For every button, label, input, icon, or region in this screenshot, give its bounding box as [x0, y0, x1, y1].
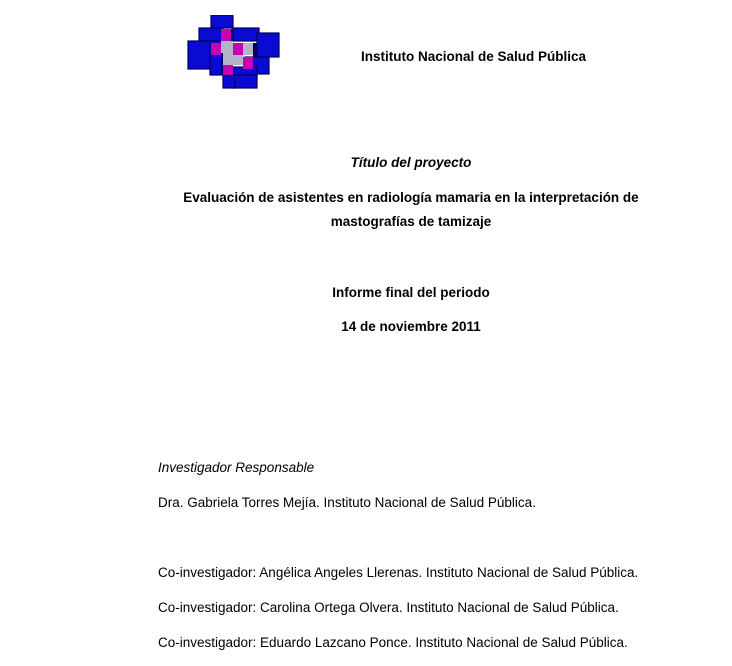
report-type: Informe final del periodo	[332, 285, 490, 300]
project-title-line-2: mastografías de tamizaje	[330, 214, 492, 229]
co-investigator-1: Co-investigador: Angélica Angeles Llerenas. Instituto Nacional de Salud Pública.	[158, 565, 639, 580]
co-investigator-2: Co-investigador: Carolina Ortega Olvera. Instituto Nacional de Salud Pública.	[158, 600, 619, 615]
project-title-label: Título del proyecto	[350, 155, 472, 170]
responsible-investigator-label: Investigador Responsable	[158, 460, 315, 475]
responsible-investigator: Dra. Gabriela Torres Mejía. Instituto Nacional de Salud Pública.	[158, 495, 536, 510]
report-date: 14 de noviembre 2011	[341, 319, 481, 334]
co-investigator-3: Co-investigador: Eduardo Lazcano Ponce. Instituto Nacional de Salud Pública.	[158, 635, 628, 650]
project-title-line-1: Evaluación de asistentes en radiología mamaria en la interpretación de	[183, 190, 639, 205]
institution-name: Instituto Nacional de Salud Pública	[361, 49, 587, 64]
institutional-logo-icon	[187, 15, 280, 89]
